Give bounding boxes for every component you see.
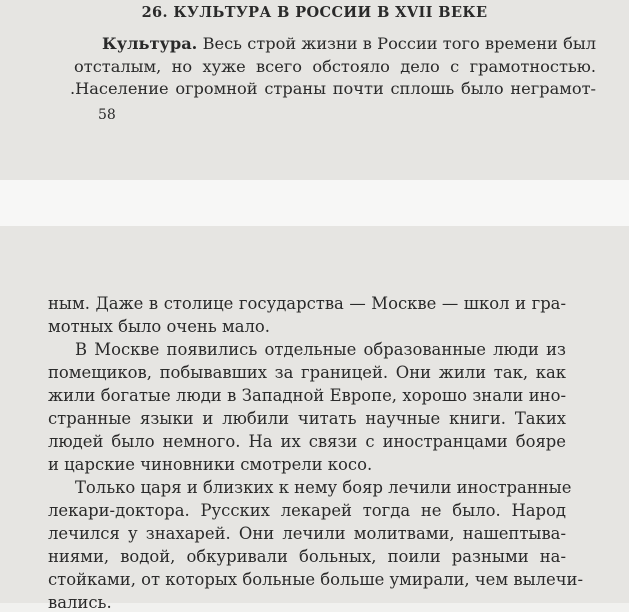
top-page [0, 0, 629, 180]
body-line-11: лечился у знахарей. Они лечили молитвами, нашептыва- [48, 524, 566, 543]
body-line-14: вались. [48, 593, 112, 612]
body-line-13: стойками, от которых больные больше умирали, чем вылечи- [48, 570, 584, 589]
page-number: 58 [98, 107, 116, 123]
body-line-4: помещиков, побывавших за границей. Они жили так, как [48, 363, 566, 382]
body-line-9: Только царя и близких к нему бояр лечили иностранные [75, 478, 572, 497]
body-line-7: людей было немного. На их связи с иностранцами бояре [48, 432, 566, 451]
paragraph-lead: Культура. [102, 34, 198, 53]
paragraph-line-3: .Население огромной страны почти сплошь было неграмот- [70, 79, 596, 98]
body-line-8: и царские чиновники смотрели косо. [48, 455, 373, 474]
body-line-3: В Москве появились отдельные образованные люди из [75, 340, 566, 359]
body-line-10: лекари-доктора. Русских лекарей тогда не было. Народ [48, 501, 566, 520]
paragraph-line-1-rest: Весь строй жизни в России того времени был [197, 34, 596, 53]
paragraph-line-1 [102, 34, 596, 53]
body-line-1: ным. Даже в столице государства — Москве — школ и гра- [48, 294, 566, 313]
paragraph-line-2: отсталым, но хуже всего обстояло дело с грамотностью. [74, 57, 596, 76]
body-line-12: ниями, водой, обкуривали больных, поили разными на- [48, 547, 566, 566]
section-heading: 26. КУЛЬТУРА В РОССИИ В XVII ВЕКЕ [141, 4, 488, 21]
body-line-6: странные языки и любили читать научные книги. Таких [48, 409, 566, 428]
bottom-page [0, 226, 629, 612]
body-line-2: мотных было очень мало. [48, 317, 270, 336]
page-gap [0, 180, 629, 226]
body-line-5: жили богатые люди в Западной Европе, хорошо знали ино- [48, 386, 566, 405]
